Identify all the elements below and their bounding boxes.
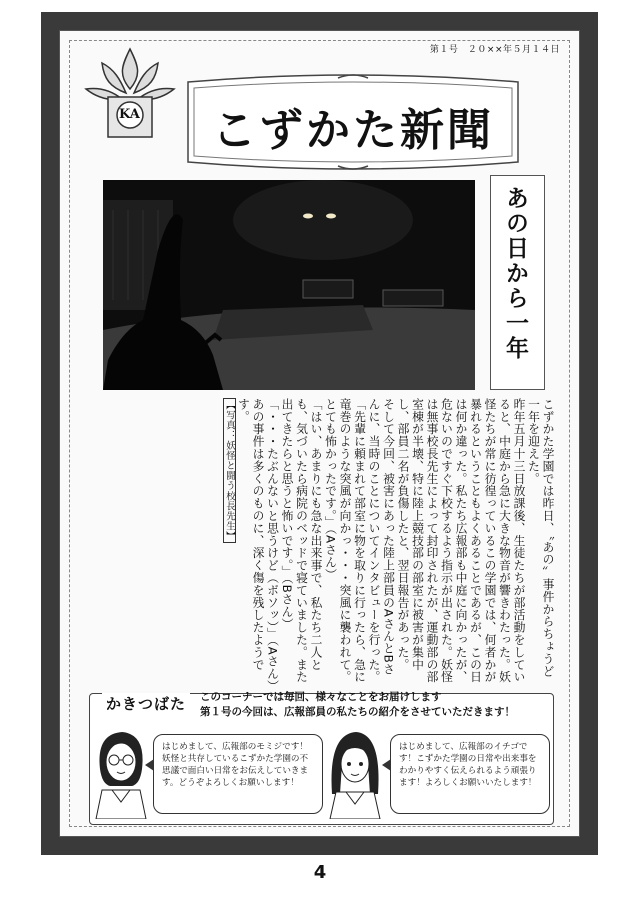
school-emblem-logo — [82, 45, 178, 141]
kakitsubata-corner — [89, 693, 554, 825]
member-ichigo-illustration — [326, 724, 384, 823]
masthead — [178, 72, 528, 172]
corner-intro-line: 第１号の今回は、広報部員の私たちの紹介をさせていただきます！ — [200, 706, 515, 718]
corner-title: かきつばた — [102, 693, 190, 714]
article-paragraph: 「・・・たぶんないと思うけど（ボソッ）」（Aさん） — [265, 398, 280, 693]
photo-caption-line — [222, 398, 237, 688]
article-paragraph: 昨年五月十三日放課後、生徒たちが部活動をしていると、中庭から急に大きな物音が響きわたった。妖怪たちが常に彷徨っているこの学園では、何者かが暴れるということもよくあることであるが、この日は何か違った。私たち広報部も中庭に向かったが、危ないのですぐ下校するよう指示が出された。妖怪は無事校長先生によって封印されたが、運動部の部室棟が半壊、特に陸上競技部の部室に被害が集中し、部員二名が負傷したと、翌日報告があった。 — [396, 398, 526, 684]
page-number: 4 — [313, 862, 327, 883]
newspaper-title: こずかた新聞 — [212, 105, 494, 156]
headline-box — [490, 175, 545, 390]
article-paragraph: こずかた学園では昨日、〝あの〟事件からちょうど一年を迎えた。 — [526, 398, 555, 678]
logo-lettering: KA — [119, 107, 140, 122]
article-body — [90, 398, 555, 693]
article-paragraph: あの事件は多くのものに、深く傷を残したようです。 — [236, 398, 265, 671]
member-momiji-illustration — [92, 724, 150, 823]
issue-date-line: 第１号 ２０××年５月１４日 — [429, 45, 560, 55]
article-paragraph: 「先輩に頼まれて部室に物を取りに行ったら、急に竜巻のような突風が向かっ・・・突風に襲われて。とても怖かったです。」（Aさん） — [323, 398, 367, 684]
momiji-speech-bubble: はじめまして、広報部のモミジです！妖怪と共存しているこずかた学園の不思議で面白い日常をお伝えしていきます。どうぞよろしくお願いします！ — [153, 734, 323, 814]
corner-intro — [200, 690, 515, 720]
article-photo — [103, 180, 475, 390]
article-paragraph: 「はい、あまりにも急な出来事で、私たち二人とも、気づいたら病院のベッドで寝ていました。また出てきたらと思うと怖いです。」（Bさん） — [280, 398, 323, 684]
corner-intro-line: このコーナーでは毎回、様々なことをお届けします — [200, 691, 442, 703]
photo-caption: 【写真：妖怪と闘う校長先生】 — [224, 400, 235, 542]
article-headline: あの日から一年 — [502, 186, 529, 361]
article-paragraph: そして今回、被害にあった陸上部員のAさんとBさんに、当時のことについてインタビューを行った。 — [367, 398, 396, 684]
ichigo-speech-bubble: はじめまして、広報部のイチゴです！こずかた学園の日常や出来事をわかりやすく伝えられるよう頑張ります！よろしくお願いいたします！ — [390, 734, 550, 814]
